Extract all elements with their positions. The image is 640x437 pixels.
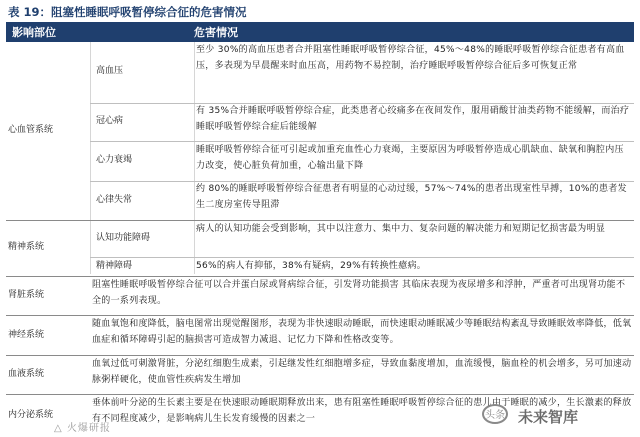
desc-neurological: 随血氧饱和度降低，脑电图常出现觉醒图形，表现为非快速眼动睡眠，而快速眼动睡眠减少等睡眠结构紊乱导致睡眠效率降低，低氧血症和循环障碍引起的脑损害可造成智力减退、记忆力下降和性格改变等。 [92,319,632,345]
sub-arrhythmia: 心律失常 [96,194,133,205]
desc-coronary: 有 35%合并睡眠呼吸暂停综合症，此类患者心绞痛多在夜间发作，服用硝酸甘油类药物不能缓解，而治疗睡眠呼吸暂停综合症后能缓解 [196,106,630,132]
desc-endocrine: 垂体前叶分泌的生长素主要是在快速眼动睡眠期释放出来，患有阻塞性睡眠呼吸暂停综合征的患儿由于睡眠的减少，生长激素的释放有不同程度减少，是影响病儿生长发育缓慢的因素之一 [92,398,632,424]
system-cardiovascular: 心血管系统 [8,124,54,135]
sub-coronary: 冠心病 [96,116,124,127]
desc-mental-disorder: 56%的病人有抑郁，38%有疑病，29%有转换性癔病。 [196,261,427,271]
watermark-brand: 未来智库 [518,408,579,426]
sub-heart-failure: 心力衰竭 [96,155,133,166]
desc-cognitive: 病人的认知功能会受到影响，其中以注意力、集中力、复杂问题的解决能力和短期记忆损害最为明显 [196,224,606,234]
group-divider [6,394,634,395]
group-divider [6,355,634,356]
column-divider [194,42,195,274]
desc-renal: 阻塞性睡眠呼吸暂停综合征可以合并蛋白尿或肾病综合征，引发肾功能损害 其临床表现为夜尿增多和浮肿，严重者可出现肾功能不全的一系列表现。 [92,280,626,306]
group-divider [6,315,634,316]
system-blood: 血液系统 [8,369,45,380]
desc-hypertension: 至少 30%的高血压患者合并阻塞性睡眠呼吸暂停综合征，45%～48%的睡眠呼吸暂停综合征患者有高血压，多表现为早晨醒来时血压高，用药物不易控制，治疗睡眠呼吸暂停综合征后多可恢复正常 [196,45,625,71]
hazard-table [6,22,634,437]
desc-blood: 血氧过低可刺激肾脏，分泌红细胞生成素，引起继发性红细胞增多症，导致血黏度增加，血流缓慢，脑血栓的机会增多，另可加速动脉粥样硬化，使血管性疾病发生增加 [92,359,632,385]
system-endocrine: 内分泌系统 [8,410,54,421]
watermark-source: △ 火爆研报 [54,423,111,434]
desc-arrhythmia: 约 80%的睡眠呼吸暂停综合征患者有明显的心动过缓，57%～74%的患者出现室性早搏，10%的患者发生二度房室传导阻滞 [196,184,627,210]
system-psychiatric: 精神系统 [8,241,45,252]
desc-heart-failure: 睡眠呼吸暂停综合征可引起或加重充血性心力衰竭，主要原因为呼吸暂停造成心肌缺血、缺氧和胸腔内压力改变，使心脏负荷加重，心输出量下降 [196,145,624,171]
group-divider [6,276,634,277]
sub-cognitive: 认知功能障碍 [96,232,151,243]
system-renal: 肾脏系统 [8,289,45,300]
watermark-logo-icon: 头条 [482,404,508,424]
header-location: 影响部位 [12,26,56,39]
system-neurological: 神经系统 [8,329,45,340]
sub-mental-disorder: 精神障碍 [96,260,133,271]
table-header [6,24,634,42]
table-title: 表 19：阻塞性睡眠呼吸暂停综合征的危害情况 [8,5,247,19]
header-hazard: 危害情况 [194,26,238,39]
sub-hypertension: 高血压 [96,66,124,77]
